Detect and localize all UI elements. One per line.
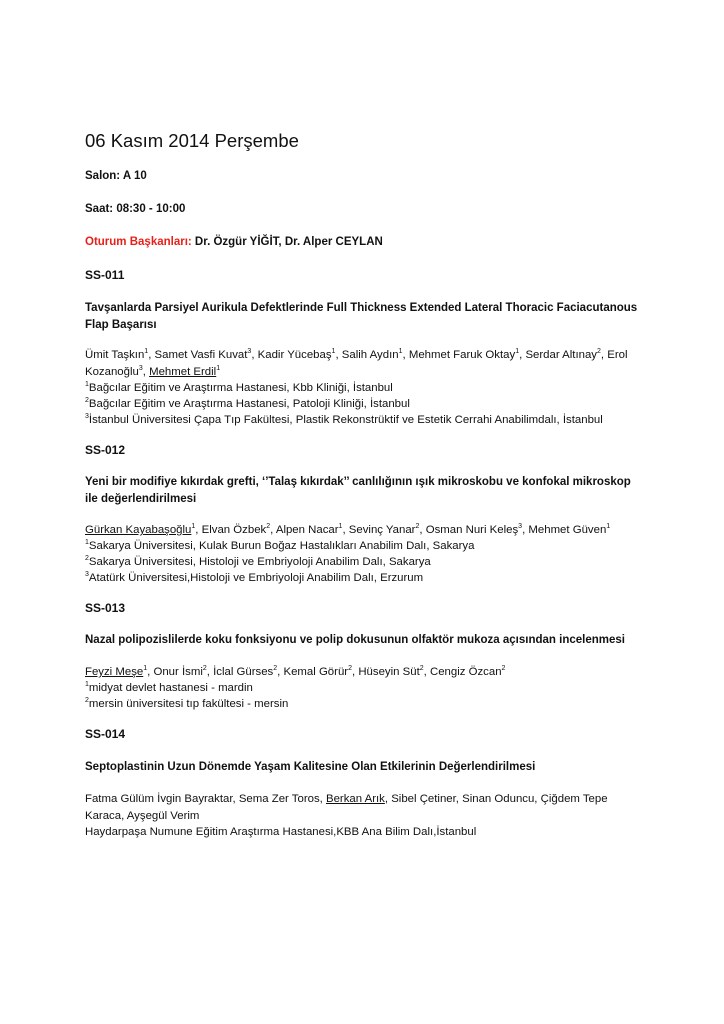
- affiliation: Haydarpaşa Numune Eğitim Araştırma Hastanesi,KBB Ana Bilim Dalı,İstanbul: [85, 826, 477, 838]
- affiliation: $^2$Sakarya Üniversitesi, Histoloji ve Embriyoloji Anabilim Dalı, Sakarya: [85, 555, 431, 568]
- presenting-author: Feyzi Meşe: [85, 666, 144, 678]
- affiliation: $^2$mersin üniversitesi tıp fakültesi - mersin: [85, 697, 289, 710]
- abstract-code: SS-014: [85, 727, 126, 741]
- affiliation: $^2$Bağcılar Eğitim ve Araştırma Hastanesi, Patoloji Kliniği, İstanbul: [85, 397, 410, 410]
- presenting-author: Berkan Arık: [325, 793, 385, 805]
- chairs-names: Dr. Özgür YİĞİT, Dr. Alper CEYLAN: [191, 236, 383, 248]
- presenting-author: Mehmet Erdil: [149, 365, 217, 378]
- author-list: Gürkan Kayabaşoğlu$^1$, Elvan Özbek$^2$, Alpen Nacar$^1$, Sevinç Yanar$^2$, Osman Nuri Keleş$^3$, Mehmet Güven$^1$: [85, 523, 611, 536]
- chairs-label: Oturum Başkanları:: [85, 236, 192, 248]
- author-list: Feyzi Meşe$^1$, Onur İsmi$^2$, İclal Gürses$^2$, Kemal Görür$^2$, Hüseyin Süt$^2$, Cengiz Özcan$^2$: [85, 665, 506, 678]
- abstract-title: Septoplastinin Uzun Dönemde Yaşam Kalitesine Olan Etkilerinin Değerlendirilmesi: [85, 761, 536, 773]
- affiliation: $^3$Atatürk Üniversitesi,Histoloji ve Embriyoloji Anabilim Dalı, Erzurum: [85, 571, 424, 584]
- author-list: Ümit Taşkın$^1$, Samet Vasfi Kuvat$^3$, Kadir Yücebaş$^1$, Salih Aydın$^1$, Mehmet Faruk Oktay$^1$, Serdar Altınay$^2$, Erol Kozanoğlu$^3$, Mehmet Erdil$^1$: [85, 348, 628, 378]
- page-title: 06 Kasım 2014 Perşembe: [85, 130, 299, 151]
- abstract-title: Yeni bir modifiye kıkırdak grefti, ‘’Talaş kıkırdak’’ canlılığının ışık mikroskobu ve konfokal mikroskop ile değerlendirilmesi: [85, 476, 631, 505]
- affiliation: $^3$İstanbul Üniversitesi Çapa Tıp Fakültesi, Plastik Rekonstrüktif ve Estetik Cerrahi Anabilimdalı, İstanbul: [85, 413, 603, 426]
- affiliation: $^1$Bağcılar Eğitim ve Araştırma Hastanesi, Kbb Kliniği, İstanbul: [85, 381, 393, 394]
- abstract-code: SS-012: [85, 443, 126, 457]
- time-label: Saat: 08:30 - 10:00: [85, 203, 186, 215]
- affiliation: $^1$Sakarya Üniversitesi, Kulak Burun Boğaz Hastalıkları Anabilim Dalı, Sakarya: [85, 539, 475, 552]
- affiliation: $^1$midyat devlet hastanesi - mardin: [85, 681, 253, 694]
- salon-label: Salon: A 10: [85, 170, 147, 182]
- abstract-code: SS-011: [85, 268, 125, 282]
- author-list: Fatma Gülüm İvgin Bayraktar, Sema Zer Toros, Berkan Arık, Sibel Çetiner, Sinan Oduncu, Çiğdem Tepe Karaca, Ayşegül Verim: [85, 793, 608, 822]
- abstract-title: Nazal polipozislilerde koku fonksiyonu ve polip dokusunun olfaktör mukoza açısından incelenmesi: [85, 634, 625, 646]
- abstract-title: Tavşanlarda Parsiyel Aurikula Defektlerinde Full Thickness Extended Lateral Thoracic Faciacutanous Flap Başarısı: [85, 302, 638, 331]
- abstract-code: SS-013: [85, 601, 126, 615]
- session-chairs: [85, 236, 383, 248]
- presenting-author: Gürkan Kayabaşoğlu: [85, 524, 192, 536]
